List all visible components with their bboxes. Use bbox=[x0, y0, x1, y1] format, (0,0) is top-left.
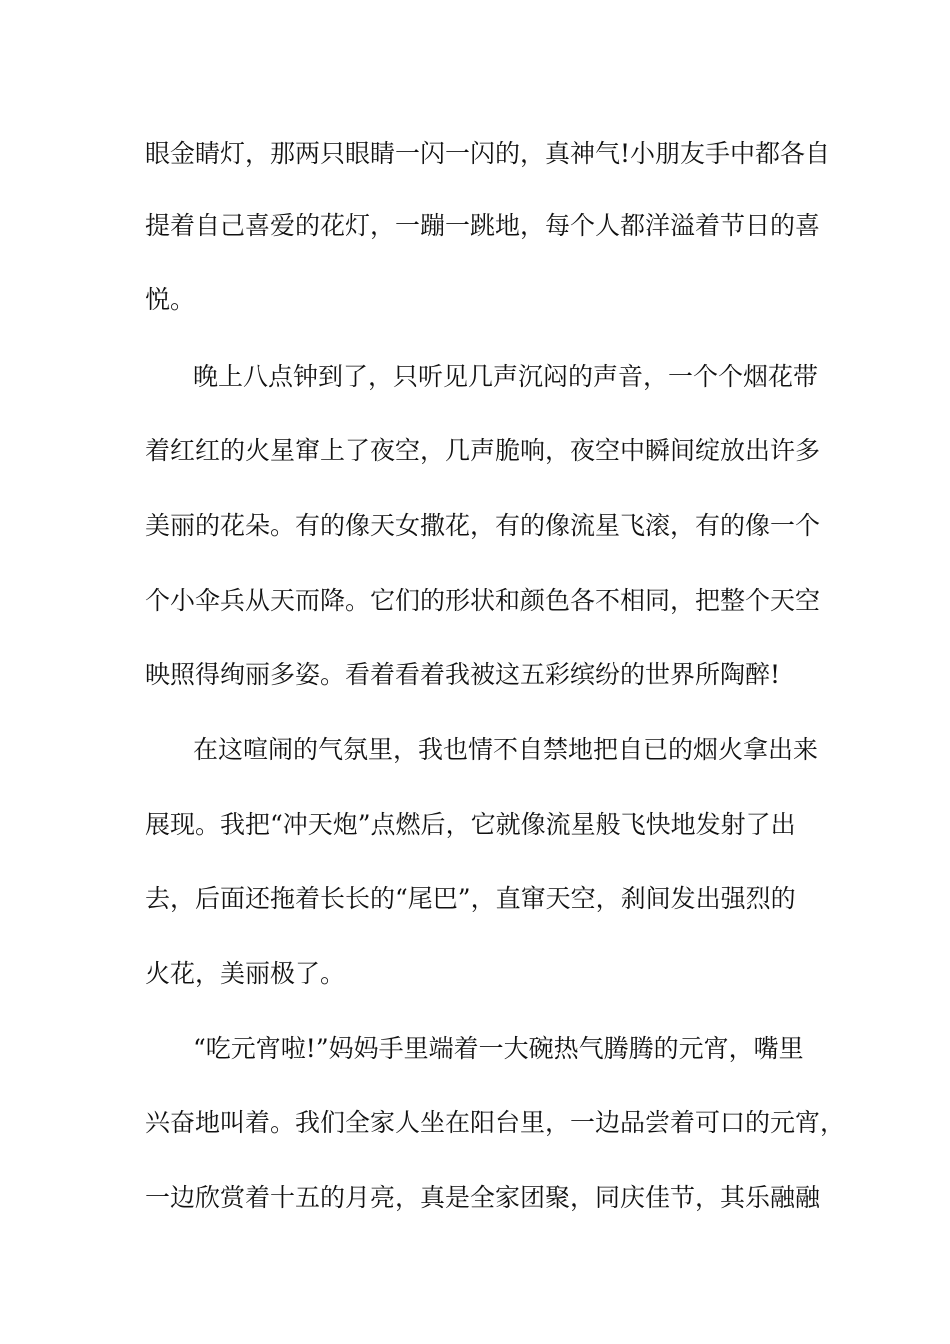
text-line: 眼金睛灯，那两只眼睛一闪一闪的，真神气!小朋友手中都各自 bbox=[145, 139, 831, 168]
text-line: 展现。我把“冲天炮”点燃后，它就像流星般飞快地发射了出 bbox=[145, 810, 796, 839]
text-line: 映照得绚丽多姿。看着看着我被这五彩缤纷的世界所陶醉! bbox=[145, 660, 781, 689]
text-line: 火花，美丽极了。 bbox=[145, 959, 346, 988]
paragraph-start-line: “吃元宵啦!”妈妈手里端着一大碗热气腾腾的元宵，嘴里 bbox=[193, 1034, 804, 1063]
text-line: 一边欣赏着十五的月亮，真是全家团聚，同庆佳节，其乐融融 bbox=[145, 1183, 821, 1212]
paragraph-start-line: 在这喧闹的气氛里，我也情不自禁地把自已的烟火拿出来 bbox=[193, 735, 819, 764]
text-line: 去，后面还拖着长长的“尾巴”，直窜天空，刹间发出强烈的 bbox=[145, 884, 796, 913]
text-line: 提着自己喜爱的花灯，一蹦一跳地，每个人都洋溢着节日的喜 bbox=[145, 211, 821, 240]
text-line: 美丽的花朵。有的像天女撒花，有的像流星飞滚，有的像一个 bbox=[145, 511, 821, 540]
text-line: 着红红的火星窜上了夜空，几声脆响，夜空中瞬间绽放出许多 bbox=[145, 436, 821, 465]
text-line: 悦。 bbox=[145, 285, 196, 314]
text-line: 个小伞兵从天而降。它们的形状和颜色各不相同，把整个天空 bbox=[145, 586, 821, 615]
paragraph-start-line: 晚上八点钟到了，只听见几声沉闷的声音，一个个烟花带 bbox=[193, 362, 819, 391]
text-line: 兴奋地叫着。我们全家人坐在阳台里，一边品尝着可口的元宵， bbox=[145, 1108, 846, 1137]
